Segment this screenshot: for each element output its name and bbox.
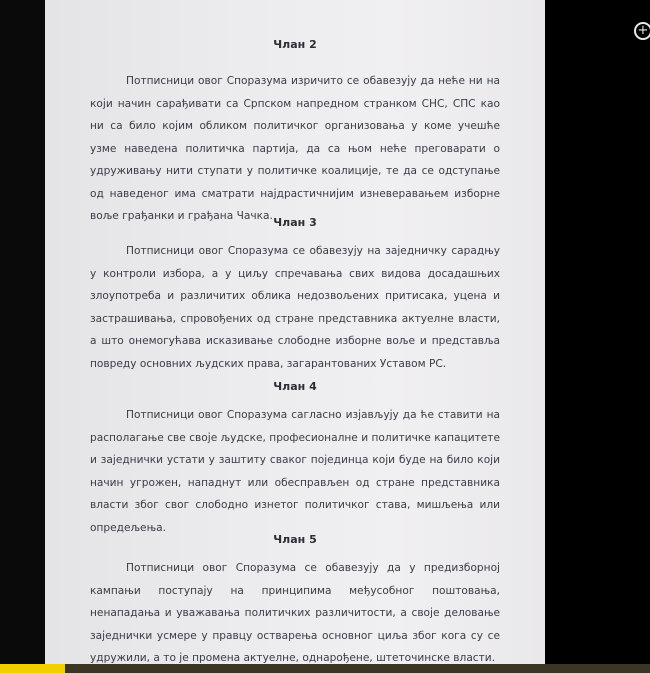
article-text: Потписници овог Споразума се обавезују да у предизборној кампањи поступају на принципима међусобног поштовања, ненападања и уважавања политичких различитости, а своје деловање заједнички усмере у правцу остварења основног циља због кога су се удружили, а то је промена актуелне, однарођене, штеточинске власти. [90, 562, 500, 664]
article-heading: Члан 2 [273, 38, 317, 51]
article-text: Потписници овог Споразума изричито се обавезују да неће ни на који начин сарађивати са Српском напредном странком СНС, СПС као ни са било којим обликом политичког организовања у коме учешће узме наведена политичка партија, да са њом неће преговарати о удруживању нити ступати у политичке коалиције, те да се одступање од наведеног има сматрати најдрастичнијим изневеравањем изборне воље грађанки и грађана Чачка. [90, 75, 500, 222]
article-text: Потписници овог Споразума сагласно изјављују да ће ставити на располагање све своје људске, професионалне и политичке капацитете и заједнички устати у заштиту сваког појединца који буде на било који начин угрожен, нападнут или обесправљен од стране представника власти због свог слободно изнетог политичког става, мишљења или опредељења. [90, 409, 500, 534]
left-black-strip [0, 0, 45, 664]
article-heading: Члан 5 [273, 533, 317, 546]
article-text: Потписници овог Споразума се обавезују на заједничку сарадњу у контроли избора, а у циљу спречавања свих видова досадашњих злоупотреба и различитих облика недозвољених притисака, уцена и застрашивања, спровођених од стране представника актуелне власти, а што онемогућава исказивање слободне изборне воље и представља повреду основних људских права, загарантованих Уставом РС. [90, 245, 500, 370]
video-progress-bar[interactable] [0, 664, 650, 673]
document-page [45, 0, 545, 664]
zoom-in-icon[interactable]: + [634, 22, 650, 40]
progress-fill [0, 664, 65, 673]
article-heading: Члан 4 [273, 380, 317, 393]
article-heading: Члан 3 [273, 216, 317, 229]
right-black-area [545, 0, 650, 664]
